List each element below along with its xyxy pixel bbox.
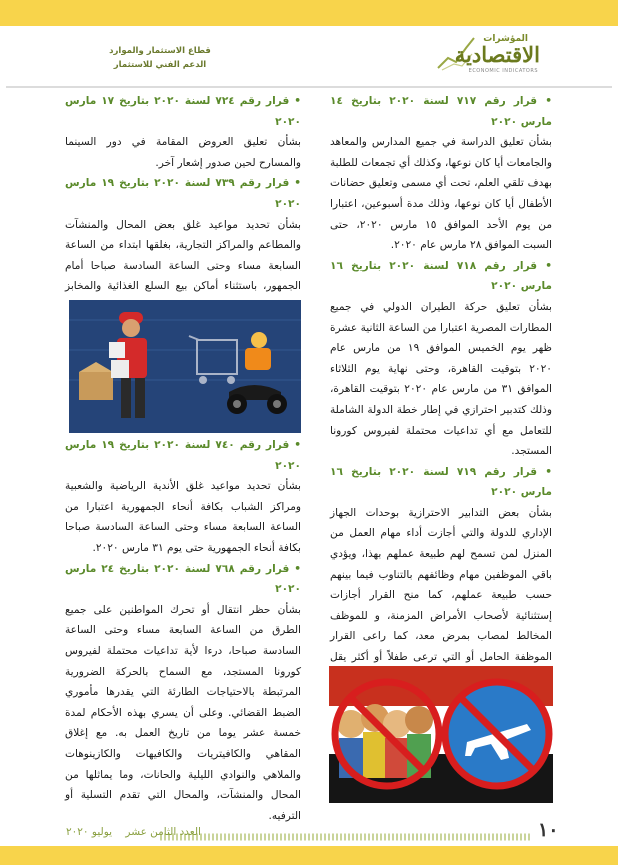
decision-724-body: بشأن تعليق العروض المقامة في دور السينما والمسارح لحين صدور إشعار آخر. — [65, 136, 301, 169]
decision-717-heading: • قرار رقم ٧١٧ لسنة ٢٠٢٠ بتاريخ ١٤ مارس ٢٠٢٠ — [330, 95, 552, 128]
header-divider — [6, 86, 612, 88]
decision-719-heading: • قرار رقم ٧١٩ لسنة ٢٠٢٠ بتاريخ ١٦ مارس ٢٠٢٠ — [330, 465, 552, 499]
logo-superscript: المؤشرات — [483, 34, 528, 44]
page-number: ١٠ — [538, 819, 559, 841]
decision-768-body: بشأن حظر انتقال أو تحرك المواطنين على جميع الطرق من الساعة السابعة مساء وحتى الساعة السادسة صباحا، درءا لأية تداعيات محتملة لفيروس كورونا المستجد، مع السماح بالحركة الضرورية المرتبطة بالاحتياجات الطارئة التي يقدرها مأموري الضبط القضائي. وعلى أن يسري بهذه الأحكام لمدة خمسة عشر يوما من تاريخ العمل به. مع إغلاق المقاهي والكافيتريات والكافيهات والكازينوهات والملاهي والنوادي الليلية والحانات، وما يماثلها من المحال والمنشآت، والمحال التي تقدم التسلية أو الترفيه. — [65, 603, 301, 822]
decision-740-body: بشأن تحديد مواعيد غلق الأندية الرياضية والشعبية ومراكز الشباب بكافة أنحاء الجمهورية اعتبارا من الساعة السابعة مساء وحتى الساعة السادسة صباحا بكافة أنحاء الجمهورية حتى يوم ٣١ مارس ٢٠٢٠. — [65, 480, 301, 554]
decision-739-body: بشأن تحديد مواعيد غلق بعض المحال والمنشآت والمطاعم والمراكز التجارية، بغلقها ابتداء من الساعة السابعة مساء وحتى الساعة السادسة صباحا أمام الجمهور، باستثناء أماكن بيع السلع الغذائية والمخابز — [65, 218, 301, 293]
department-label — [90, 44, 230, 72]
footer-date: يوليو ٢٠٢٠ — [66, 826, 113, 838]
decision-724-heading: • قرار رقم ٧٢٤ لسنة ٢٠٢٠ بتاريخ ١٧ مارس ٢٠٢٠ — [65, 95, 301, 128]
decision-768-heading: • قرار رقم ٧٦٨ لسنة ٢٠٢٠ بتاريخ ٢٤ مارس ٢٠٢٠ — [65, 562, 301, 596]
decision-739-heading: • قرار رقم ٧٣٩ لسنة ٢٠٢٠ بتاريخ ١٩ مارس ٢٠٢٠ — [65, 177, 301, 210]
decision-718-body: بشأن تعليق حركة الطيران الدولي في جميع المطارات المصرية اعتبارا من الساعة الثانية عشرة ظهر يوم الخميس الموافق ١٩ من مارس عام ٢٠٢٠ بتوقيت القاهرة، وحتى نهاية يوم الثلاثاء الموافق ٣١ من مارس عام ٢٠٢٠ بتوقيت القاهرة، وذلك كتدبير احترازي في إطار خطة الدولة الشاملة للتعامل مع أي تداعيات محتملة لفيروس كورونا المستجد. — [330, 300, 552, 458]
restrictions-illustration — [329, 666, 553, 803]
right-column — [330, 91, 552, 709]
footer-issue-info — [66, 826, 201, 838]
decision-740-heading: • قرار رقم ٧٤٠ لسنة ٢٠٢٠ بتاريخ ١٩ مارس ٢٠٢٠ — [65, 439, 301, 472]
no-gatherings-no-flights-image — [329, 666, 553, 803]
delivery-illustration — [69, 300, 301, 433]
delivery-scene-image — [69, 300, 301, 433]
decision-719-body: بشأن بعض التدابير الاحترازية بوحدات الجهاز الإداري للدولة والتي أجازت أداء مهام العمل من المنزل لمن تسمح لهم طبيعة عملهم بهذا، ويؤدي باقي الموظفين مهام وظائفهم بالتناوب فيما بينهم حسب طبيعة عملهم، كما منح القرار أجازات إستثنائية لأصحاب الأمراض المزمنة، و للموظف المخالط لمصاب بمرض معد، كما راعى القرار الموظفة الحامل أو التي ترعى طفلاً أو أكثر يقل — [330, 506, 552, 664]
bottom-color-band — [0, 846, 618, 865]
department-line-1: قطاع الاستثمار والموارد — [109, 46, 211, 56]
left-column-top — [65, 91, 301, 318]
decision-717-body: بشأن تعليق الدراسة في جميع المدارس والمعاهد والجامعات أيا كان نوعها، وكذلك أي تجمعات للطلبة بهدف تلقي العلم، تحت أي مسمى وتعليق حضانات الأطفال أيا كان نوعها، وذلك مدة أسبوعين، اعتبارا من يوم الأحد الموافق ١٥ مارس ٢٠٢٠، حتى السبت الموافق ٢٨ مارس عام ٢٠٢٠. — [330, 136, 552, 252]
decision-718-heading: • قرار رقم ٧١٨ لسنة ٢٠٢٠ بتاريخ ١٦ مارس ٢٠٢٠ — [330, 259, 552, 293]
left-column-bottom — [65, 435, 301, 826]
top-color-band — [0, 0, 618, 26]
logo-english: ECONOMIC INDICATORS — [468, 68, 538, 74]
publication-logo — [430, 28, 550, 82]
logo-title: الاقتصادية — [454, 42, 540, 67]
department-line-2: الدعم الفني للاستثمار — [113, 60, 207, 70]
footer-issue: العدد الثامن عشر — [125, 826, 201, 838]
